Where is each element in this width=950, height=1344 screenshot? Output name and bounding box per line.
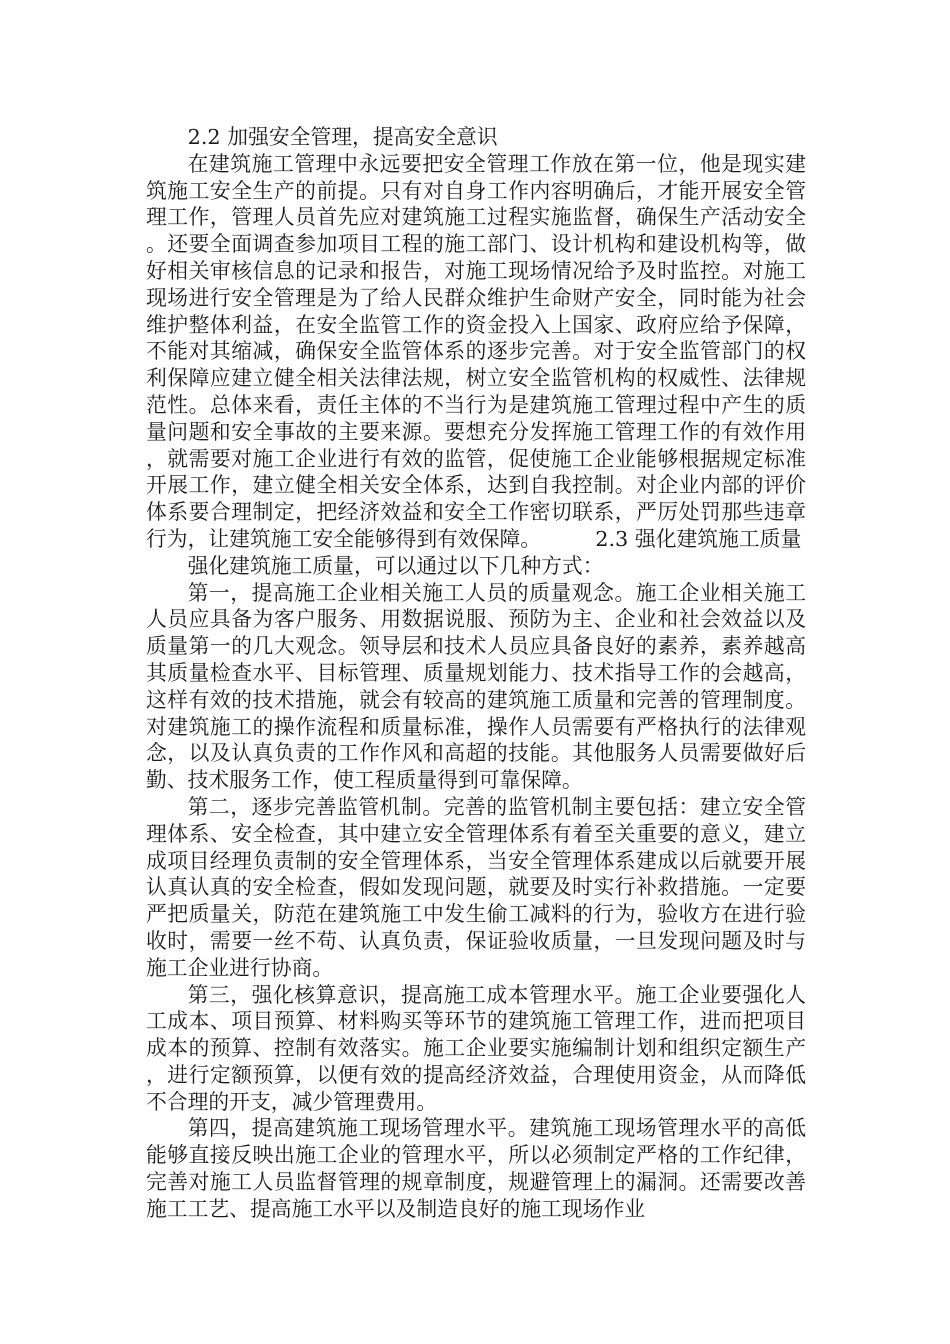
paragraph-point-4: 第四，提高建筑施工现场管理水平。建筑施工现场管理水平的高低能够直接反映出施工企业的管理水平，所以必须制定严格的工作纪律，完善对施工人员监督管理的规章制度，规避管理上的漏洞。还需要改善施工工艺、提高施工水平以及制造良好的施工现场作业 [146,1116,806,1221]
section-2-3-heading: 2.3 强化建筑施工质量 [595,526,802,551]
section-2-2-heading: 2.2 加强安全管理，提高安全意识 [187,125,498,149]
paragraph-point-3: 第三，强化核算意识，提高施工成本管理水平。施工企业要强化人工成本、项目预算、材料购买等环节的建筑施工管理工作，进而把项目成本的预算、控制有效落实。施工企业要实施编制计划和组织定额生产，进行定额预算，以便有效的提高经济效益，合理使用资金，从而降低不合理的开支，减少管理费用。 [146,982,806,1114]
document-body [146,124,806,1223]
section-2-2-paragraph: 在建筑施工管理中永远要把安全管理工作放在第一位，他是现实建筑施工安全生产的前提。只有对自身工作内容明确后，才能开展安全管理工作，管理人员首先应对建筑施工过程实施监督，确保生产活动安全。还要全面调查参加项目工程的施工部门、设计机构和建设机构等，做好相关审核信息的记录和报告，对施工现场情况给予及时监控。对施工现场进行安全管理是为了给人民群众维护生命财产安全，同时能为社会维护整体利益，在安全监管工作的资金投入上国家、政府应给予保障，不能对其缩减，确保安全监管体系的逐步完善。对于安全监管部门的权利保障应建立健全相关法律法规，树立安全监管机构的权威性、法律规范性。总体来看，责任主体的不当行为是建筑施工管理过程中产生的质量问题和安全事故的主要来源。要想充分发挥施工管理工作的有效作用，就需要对施工企业进行有效的监管，促使施工企业能够根据规定标准开展工作，建立健全相关安全体系，达到自我控制。对企业内部的评价体系要合理制定，把经济效益和安全工作密切联系，严厉处罚那些违章行为，让建筑施工安全能够得到有效保障。 2.3 强化建筑施工质量 [146,151,806,551]
paragraph-point-1: 第一，提高施工企业相关施工人员的质量观念。施工企业相关施工人员应具备为客户服务、用数据说服、预防为主、企业和社会效益以及质量第一的几大观念。领导层和技术人员应具备良好的素养，素养越高其质量检查水平、目标管理、质量规划能力、技术指导工作的会越高，这样有效的技术措施，就会有较高的建筑施工质量和完善的管理制度。对建筑施工的操作流程和质量标准，操作人员需要有严格执行的法律观念，以及认真负责的工作作风和高超的技能。其他服务人员需要做好后勤、技术服务工作，使工程质量得到可靠保障。 [146,580,806,793]
paragraph-point-2: 第二，逐步完善监管机制。完善的监管机制主要包括：建立安全管理体系、安全检查，其中建立安全管理体系有着至关重要的意义，建立成项目经理负责制的安全管理体系，当安全管理体系建成以后就要开展认真认真的安全检查，假如发现问题，就要及时实行补救措施。一定要严把质量关，防范在建筑施工中发生偷工减料的行为，验收方在进行验收时，需要一丝不苟、认真负责，保证验收质量，一旦发现问题及时与施工企业进行协商。 [146,794,806,980]
section-2-3-intro: 强化建筑施工质量，可以通过以下几种方式： [187,553,604,578]
